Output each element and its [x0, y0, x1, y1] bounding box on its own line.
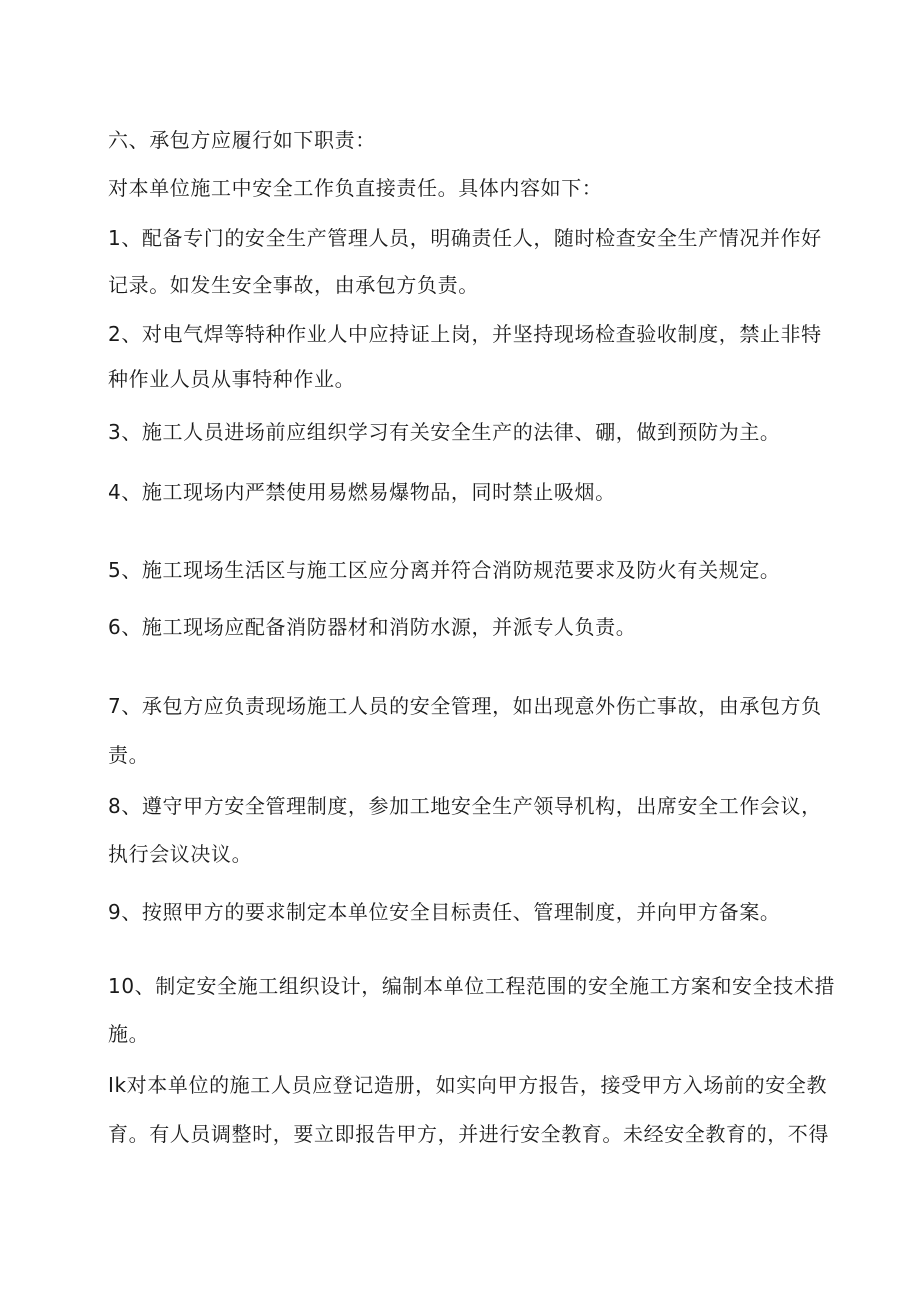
item-5: 5、施工现场生活区与施工区应分离并符合消防规范要求及防火有关规定。: [108, 558, 781, 582]
item-11-line-1: Ik对本单位的施工人员应登记造册，如实向甲方报告，接受甲方入场前的安全教: [108, 1073, 828, 1097]
item-1-line-1: 1、配备专门的安全生产管理人员，明确责任人，随时检查安全生产情况并作好: [108, 226, 822, 250]
item-7-line-1: 7、承包方应负责现场施工人员的安全管理，如出现意外伤亡事故，由承包方负: [108, 694, 822, 718]
item-3: 3、施工人员进场前应组织学习有关安全生产的法律、硼，做到预防为主。: [108, 420, 781, 444]
item-1-line-2: 记录。如发生安全事故，由承包方负责。: [108, 273, 479, 297]
item-7-line-2: 责。: [108, 743, 150, 767]
item-8-line-2: 执行会议决议。: [108, 842, 253, 866]
item-11-line-2: 育。有人员调整时，要立即报告甲方，并进行安全教育。未经安全教育的，不得: [108, 1122, 829, 1146]
item-4: 4、施工现场内严禁使用易燃易爆物品，同时禁止吸烟。: [108, 480, 616, 504]
item-10-line-1: 10、制定安全施工组织设计，编制本单位工程范围的安全施工方案和安全技术措: [108, 974, 836, 998]
intro-paragraph: 对本单位施工中安全工作负直接责任。具体内容如下：: [108, 176, 603, 200]
item-9: 9、按照甲方的要求制定本单位安全目标责任、管理制度，并向甲方备案。: [108, 900, 781, 924]
item-8-line-1: 8、遵守甲方安全管理制度，参加工地安全生产领导机构，出席安全工作会议，: [108, 794, 822, 818]
item-2-line-1: 2、对电气焊等特种作业人中应持证上岗，并坚持现场检查验收制度，禁止非特: [108, 322, 822, 346]
item-10-line-2: 施。: [108, 1022, 150, 1046]
item-6: 6、施工现场应配备消防器材和消防水源，并派专人负责。: [108, 615, 637, 639]
item-2-line-2: 种作业人员从事特种作业。: [108, 367, 356, 391]
section-heading: 六、承包方应履行如下职责：: [108, 128, 376, 152]
